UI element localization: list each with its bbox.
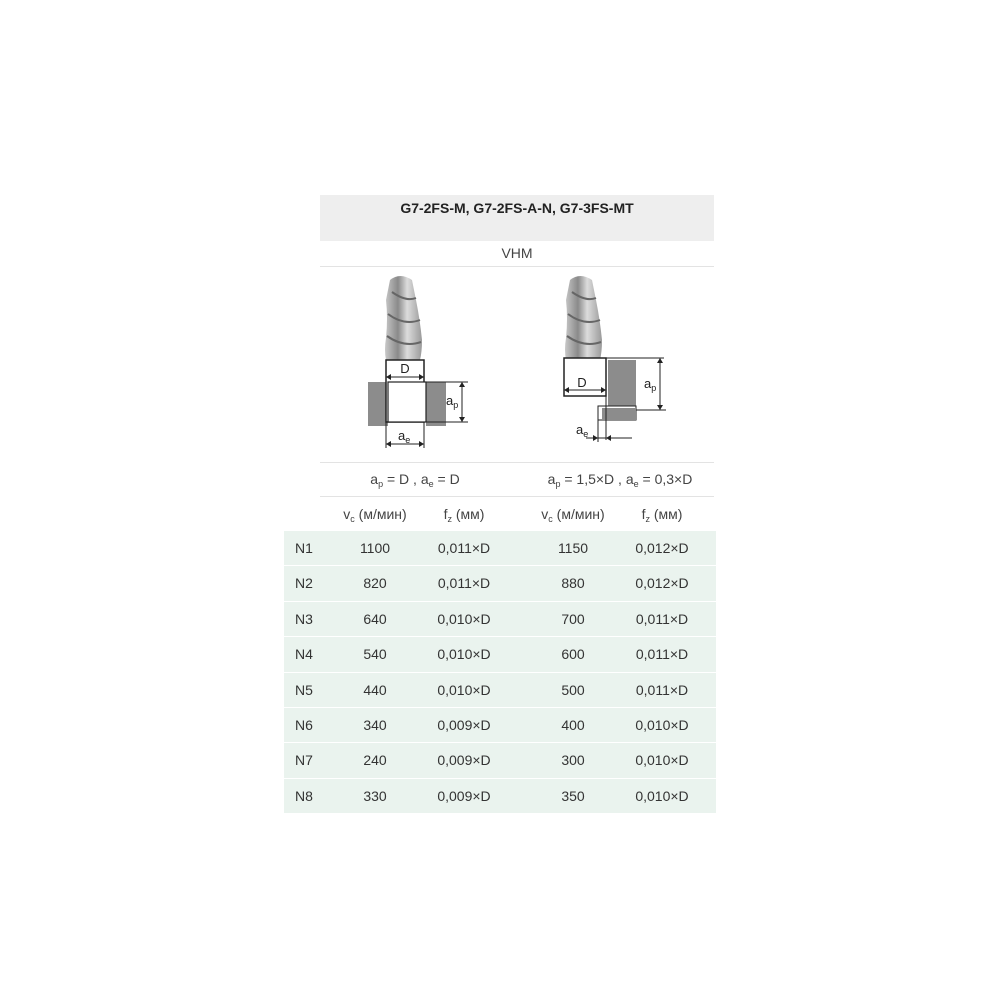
cell-vc-side: 300 <box>561 752 585 769</box>
table-row <box>284 602 716 637</box>
depth-label-sub: p <box>453 400 459 410</box>
formula-right-ae-sub: e <box>633 479 639 489</box>
workpiece-right-wall <box>426 382 446 426</box>
formula-right-ap-rest: = 1,5×D , <box>560 471 626 487</box>
col-header-fz-left-sub: z <box>447 514 452 524</box>
cell-vc-slot: 330 <box>363 787 387 804</box>
formula-left-ae-rest: = D <box>433 471 460 487</box>
table-row <box>284 743 716 778</box>
cell-vc-slot: 820 <box>363 575 387 592</box>
divider <box>320 462 714 463</box>
cell-vc-slot: 340 <box>363 716 387 733</box>
formula-left-ae: a <box>420 471 429 487</box>
col-header-vc-left-main: v <box>343 506 351 522</box>
cell-fz-side: 0,010×D <box>635 752 689 769</box>
cell-fz-slot: 0,009×D <box>437 716 491 733</box>
col-header-vc-left <box>330 500 420 528</box>
row-material-group: N7 <box>295 752 313 769</box>
product-title <box>320 195 714 241</box>
cell-vc-slot: 640 <box>363 610 387 627</box>
col-header-vc-right <box>528 500 618 528</box>
col-header-vc-left-sub: c <box>350 514 355 524</box>
formula-left-ap-rest: = D , <box>383 471 421 487</box>
slot-milling-svg <box>350 270 510 460</box>
col-header-fz-right-main: f <box>641 506 646 522</box>
depth-label-sub: p <box>651 383 657 393</box>
diameter-label: D <box>400 361 410 376</box>
cell-vc-slot: 1100 <box>359 540 391 556</box>
table-row <box>284 566 716 601</box>
cell-fz-slot: 0,011×D <box>437 540 491 556</box>
cell-vc-side: 400 <box>561 716 585 733</box>
col-header-fz-left-unit: (мм) <box>451 506 485 522</box>
width-label-sub: e <box>583 429 589 439</box>
material-text: VHM <box>501 245 533 261</box>
width-label: a <box>398 428 406 443</box>
material-label <box>320 241 714 267</box>
cell-fz-slot: 0,011×D <box>437 575 491 592</box>
cell-vc-side: 600 <box>561 646 585 663</box>
formula-right-ae: a <box>625 471 634 487</box>
col-header-fz-left-main: f <box>443 506 448 522</box>
cell-fz-slot: 0,010×D <box>437 610 491 627</box>
table-row <box>284 637 716 672</box>
formula-right-ap-sub: p <box>555 479 561 489</box>
formula-right <box>520 464 720 494</box>
table-row <box>284 779 716 813</box>
row-material-group: N4 <box>295 646 313 663</box>
col-header-vc-left-unit: (м/мин) <box>354 506 407 522</box>
cell-fz-side: 0,011×D <box>635 681 689 698</box>
cell-fz-slot: 0,010×D <box>437 646 491 663</box>
col-header-fz-right <box>622 500 702 528</box>
product-title-text: G7-2FS-M, G7-2FS-A-N, G7-3FS-MT <box>400 200 634 216</box>
table-row <box>284 531 716 566</box>
formula-left-ap: a <box>370 471 379 487</box>
cell-fz-side: 0,011×D <box>635 610 689 627</box>
cell-vc-side: 350 <box>561 787 585 804</box>
divider <box>320 496 714 497</box>
cell-vc-side: 880 <box>561 575 585 592</box>
diameter-label: D <box>577 375 587 390</box>
width-label-sub: e <box>405 435 411 445</box>
col-header-vc-right-main: v <box>541 506 549 522</box>
formula-left <box>330 464 500 494</box>
slot-milling-diagram <box>350 270 510 460</box>
svg-text:ae <box>398 428 410 445</box>
depth-label: a <box>644 376 652 391</box>
col-header-fz-right-sub: z <box>645 514 650 524</box>
col-header-vc-right-unit: (м/мин) <box>552 506 605 522</box>
formula-right-ae-rest: = 0,3×D <box>638 471 693 487</box>
cell-vc-slot: 440 <box>363 681 387 698</box>
cell-fz-side: 0,012×D <box>635 575 689 592</box>
formula-left-ae-sub: e <box>428 479 434 489</box>
row-material-group: N2 <box>295 575 313 592</box>
col-header-fz-right-unit: (мм) <box>649 506 683 522</box>
row-material-group: N1 <box>295 540 313 556</box>
svg-text:ap <box>644 376 656 393</box>
col-header-fz-left <box>424 500 504 528</box>
cell-vc-side: 500 <box>561 681 585 698</box>
cell-fz-slot: 0,009×D <box>437 752 491 769</box>
cell-vc-side: 700 <box>561 610 585 627</box>
row-material-group: N5 <box>295 681 313 698</box>
row-material-group: N8 <box>295 787 313 804</box>
side-milling-svg <box>548 270 708 460</box>
svg-text:ae <box>576 422 588 439</box>
svg-text:ap <box>446 393 458 410</box>
col-header-vc-right-sub: c <box>548 514 553 524</box>
formula-right-ap: a <box>547 471 556 487</box>
width-label: a <box>576 422 584 437</box>
cell-vc-slot: 540 <box>363 646 387 663</box>
side-milling-diagram <box>548 270 708 460</box>
table-row <box>284 708 716 743</box>
cell-vc-slot: 240 <box>363 752 387 769</box>
cell-fz-side: 0,012×D <box>635 540 689 556</box>
end-mill-tool-icon <box>385 276 422 360</box>
workpiece-left-wall <box>368 382 388 426</box>
end-mill-tool-icon <box>565 276 602 360</box>
row-material-group: N3 <box>295 610 313 627</box>
cutting-data-table <box>284 531 716 813</box>
table-row <box>284 673 716 708</box>
row-material-group: N6 <box>295 716 313 733</box>
cell-fz-side: 0,011×D <box>635 646 689 663</box>
cell-fz-slot: 0,010×D <box>437 681 491 698</box>
formula-left-ap-sub: p <box>378 479 384 489</box>
cell-fz-side: 0,010×D <box>635 787 689 804</box>
cell-fz-side: 0,010×D <box>635 716 689 733</box>
cell-vc-side: 1150 <box>557 540 589 556</box>
cell-fz-slot: 0,009×D <box>437 787 491 804</box>
depth-label: a <box>446 393 454 408</box>
